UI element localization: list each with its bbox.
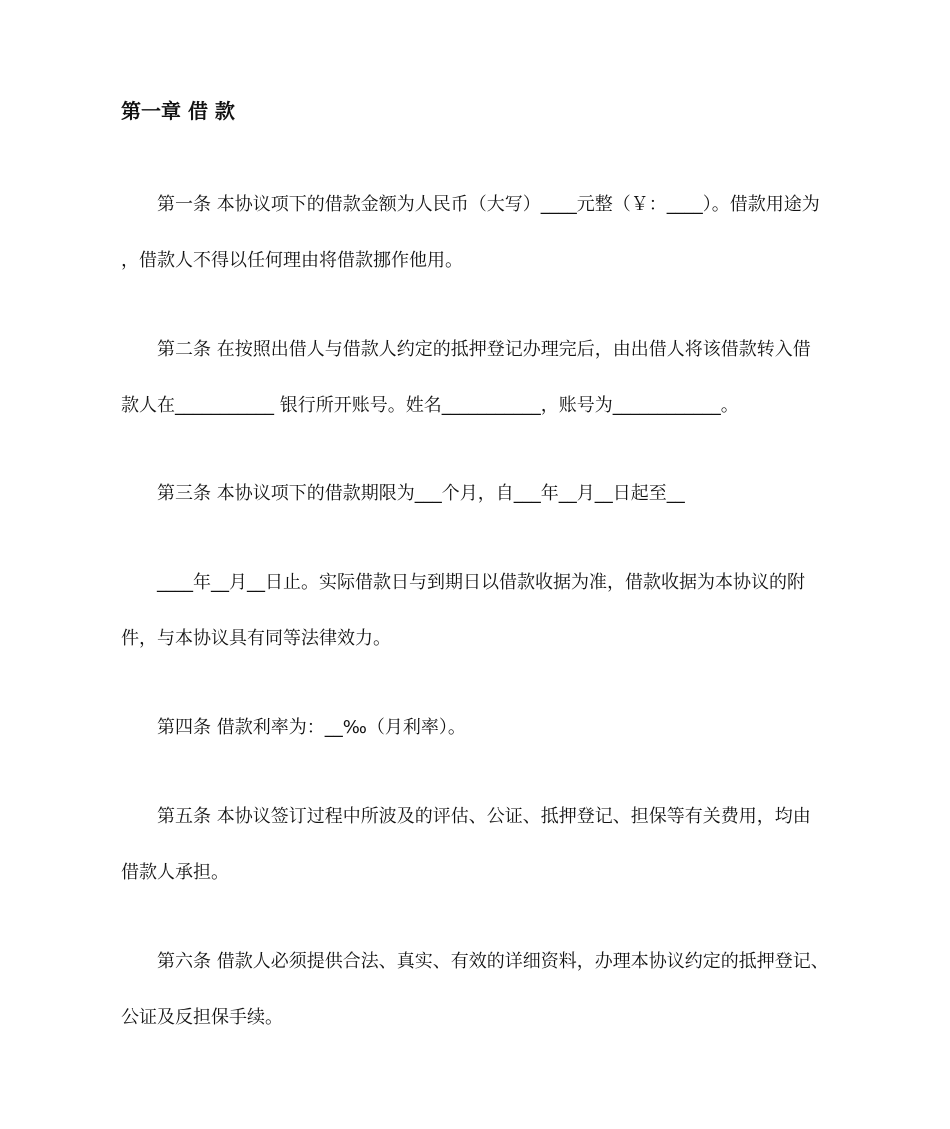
article-1-line-2: ，借款人不得以任何理由将借款挪作他用。 xyxy=(121,250,463,271)
chapter-title: 第一章 借 款 xyxy=(121,99,235,123)
article-3-line-3: 件，与本协议具有同等法律效力。 xyxy=(121,628,391,649)
article-3-line-2: ____年__月__日止。实际借款日与到期日以借款收据为准，借款收据为本协议的附 xyxy=(157,572,805,593)
article-5-line-2: 借款人承担。 xyxy=(121,862,229,883)
article-6-line-1: 第六条 借款人必须提供合法、真实、有效的详细资料，办理本协议约定的抵押登记、 xyxy=(157,951,829,972)
article-5-line-1: 第五条 本协议签订过程中所波及的评估、公证、抵押登记、担保等有关费用，均由 xyxy=(157,806,811,827)
article-6-line-2: 公证及反担保手续。 xyxy=(121,1007,283,1028)
article-1-line-1: 第一条 本协议项下的借款金额为人民币（大写）____元整（￥：____）。借款用途为 xyxy=(157,194,820,215)
article-4-line-1: 第四条 借款利率为：__‰（月利率）。 xyxy=(157,717,466,738)
article-2-line-2: 款人在___________ 银行所开账号。姓名___________，账号为____________。 xyxy=(121,395,739,416)
article-2-line-1: 第二条 在按照出借人与借款人约定的抵押登记办理完后，由出借人将该借款转入借 xyxy=(157,339,811,360)
article-3-line-1: 第三条 本协议项下的借款期限为___个月，自___年__月__日起至__ xyxy=(157,483,685,504)
